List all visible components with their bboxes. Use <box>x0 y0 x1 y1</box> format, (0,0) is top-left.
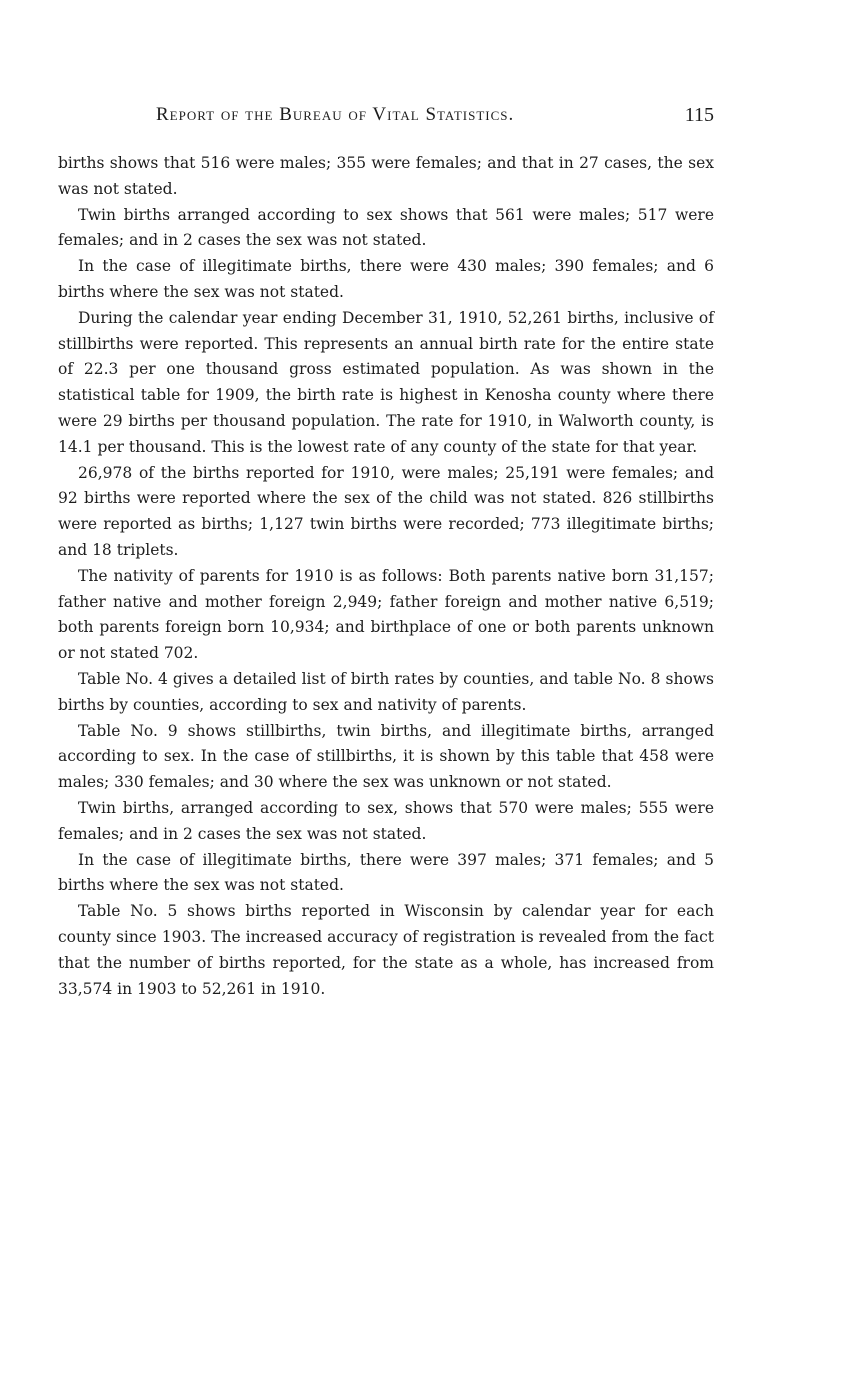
paragraph-sex-of-births-continued: births shows that 516 were males; 355 were females; and that in 27 cases, the sex was not stated. <box>58 154 714 198</box>
paragraph-table-9-stillbirths: Table No. 9 shows stillbirths, twin births, and illegitimate births, arranged according to sex. In the case of stillbirths, it is shown by this table that 458 were males; 330 females; and 30 where the sex was unknown or not stated. <box>58 721 714 792</box>
paragraph-table-5-registration: Table No. 5 shows births reported in Wisconsin by calendar year for each county since 1903. The increased accuracy of registration is revealed from the fact that the number of births reported, for the state as a whole, has increased from 33,574 in 1903 to 52,261 in 1910. <box>58 902 714 998</box>
paragraph-birth-rate-1910: During the calendar year ending December 31, 1910, 52,261 births, inclusive of stillbirths were reported. This represents an annual birth rate for the entire state of 22.3 per one thousand gross estimated population. As was shown in the statistical table for 1909, the birth rate is highest in Kenosha county where there were 29 births per thousand population. The rate for 1910, in Walworth county, is 14.1 per thousand. This is the lowest rate of any county of the state for that year. <box>58 308 714 456</box>
paragraph-twin-births-1909: Twin births arranged according to sex shows that 561 were males; 517 were females; and in 2 cases the sex was not stated. <box>58 205 714 250</box>
paragraph-nativity-of-parents: The nativity of parents for 1910 is as follows: Both parents native born 31,157; father native and mother foreign 2,949; father foreign and mother native 6,519; both parents foreign born 10,934; and birthplace of one or both parents unknown or not stated 702. <box>58 566 714 663</box>
paragraph-illegitimate-births-1910: In the case of illegitimate births, there were 397 males; 371 females; and 5 births where the sex was not stated. <box>58 850 714 895</box>
paragraph-twin-births-1910: Twin births, arranged according to sex, shows that 570 were males; 555 were females; and in 2 cases the sex was not stated. <box>58 798 714 843</box>
page-number: 115 <box>684 104 714 126</box>
paragraph-table-4-and-8: Table No. 4 gives a detailed list of birth rates by counties, and table No. 8 shows births by counties, according to sex and nativity of parents. <box>58 669 714 714</box>
running-title: Report of the Bureau of Vital Statistics. <box>156 104 515 125</box>
paragraph-births-by-sex-1910: 26,978 of the births reported for 1910, were males; 25,191 were females; and 92 births were reported where the sex of the child was not stated. 826 stillbirths were reported as births; 1,127 twin births were recorded; 773 illegitimate births; and 18 triplets. <box>58 463 714 559</box>
page-header <box>58 100 714 130</box>
body-text <box>58 151 714 1002</box>
paragraph-illegitimate-births-1909: In the case of illegitimate births, there were 430 males; 390 females; and 6 births where the sex was not stated. <box>58 257 714 301</box>
